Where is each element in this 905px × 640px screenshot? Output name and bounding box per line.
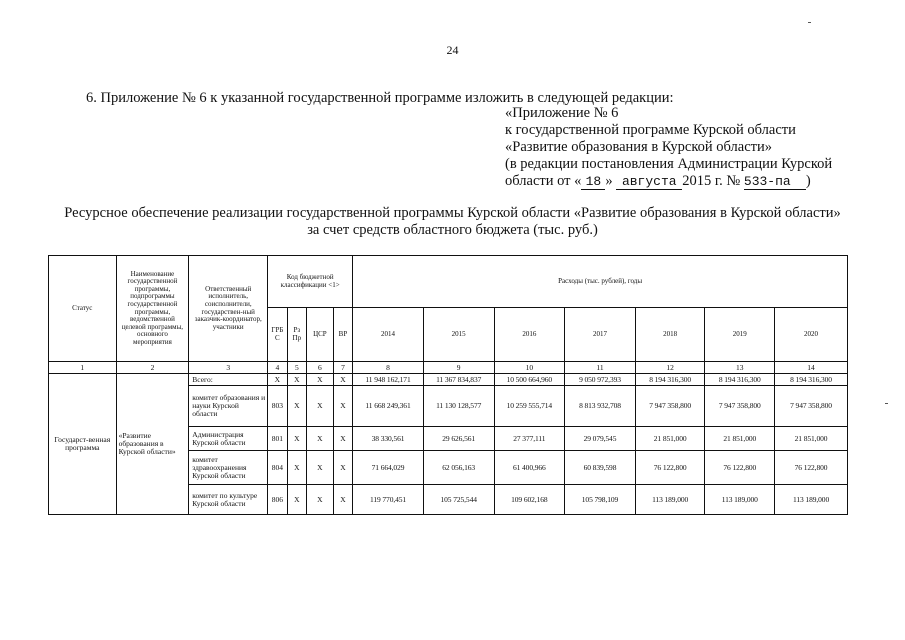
column-number: 4 <box>268 362 287 374</box>
header-responsible: Ответственный исполнитель, соисполнители, государствен-ный заказчик-координатор, участники <box>189 256 268 362</box>
header-vr: ВР <box>333 308 353 362</box>
header-year: 2018 <box>635 308 705 362</box>
title-line: за счет средств областного бюджета (тыс. руб.) <box>307 222 598 238</box>
amount-cell: 76 122,800 <box>635 451 705 485</box>
header-year: 2019 <box>705 308 775 362</box>
decree-number: 533-па <box>744 174 806 190</box>
annex-line: «Развитие образования в Курской области» <box>505 139 773 155</box>
amount-cell: 61 400,966 <box>494 451 565 485</box>
amount-cell: 76 122,800 <box>775 451 848 485</box>
column-number: 11 <box>565 362 636 374</box>
amount-cell: 10 500 664,960 <box>494 374 565 386</box>
responsible-cell: Администрация Курской области <box>189 427 268 451</box>
grbs-cell: 806 <box>268 485 287 515</box>
annex-line: к государственной программе Курской области <box>505 122 796 138</box>
header-year: 2016 <box>494 308 565 362</box>
amount-cell: 21 851,000 <box>705 427 775 451</box>
amount-cell: 11 367 834,837 <box>423 374 494 386</box>
csr-cell: Х <box>307 374 334 386</box>
amount-cell: 10 259 555,714 <box>494 386 565 427</box>
decree-month: августа <box>616 174 682 190</box>
responsible-cell: комитет образования и науки Курской области <box>189 386 268 427</box>
header-status: Статус <box>49 256 117 362</box>
column-number: 1 <box>49 362 117 374</box>
closing-paren: ) <box>805 173 811 189</box>
csr-cell: Х <box>307 386 334 427</box>
amount-cell: 38 330,561 <box>353 427 424 451</box>
amount-cell: 119 770,451 <box>353 485 424 515</box>
amount-cell: 7 947 358,800 <box>705 386 775 427</box>
annex-header <box>505 105 832 190</box>
table-row <box>49 374 848 386</box>
decree-day: 18 <box>581 174 605 190</box>
column-number: 12 <box>635 362 705 374</box>
rzpr-cell: Х <box>287 374 306 386</box>
document-title <box>0 205 905 239</box>
header-program-name: Наименование государственной программы, подпрограммы государственной программы, ведомственной целевой программы, основного мероприятия <box>116 256 189 362</box>
amount-cell: 8 194 316,300 <box>635 374 705 386</box>
grbs-cell: Х <box>268 374 287 386</box>
column-number: 6 <box>307 362 334 374</box>
scan-mark <box>885 403 888 404</box>
amount-cell: 113 189,000 <box>775 485 848 515</box>
program-name-cell: «Развитие образования в Курской области» <box>116 374 189 515</box>
amount-cell: 71 664,029 <box>353 451 424 485</box>
header-year: 2014 <box>353 308 424 362</box>
amount-cell: 11 130 128,577 <box>423 386 494 427</box>
annex-date-line <box>505 173 832 190</box>
amount-cell: 60 839,598 <box>565 451 636 485</box>
decree-year: 2015 г. № <box>682 173 741 189</box>
vr-cell: Х <box>333 386 353 427</box>
amount-cell: 21 851,000 <box>635 427 705 451</box>
column-number: 2 <box>116 362 189 374</box>
column-number: 8 <box>353 362 424 374</box>
amount-cell: 105 725,544 <box>423 485 494 515</box>
amount-cell: 27 377,111 <box>494 427 565 451</box>
vr-cell: Х <box>333 427 353 451</box>
amount-cell: 8 813 932,708 <box>565 386 636 427</box>
amount-cell: 29 079,545 <box>565 427 636 451</box>
header-year: 2015 <box>423 308 494 362</box>
amount-cell: 11 668 249,361 <box>353 386 424 427</box>
grbs-cell: 804 <box>268 451 287 485</box>
date-separator: » <box>605 173 613 189</box>
header-budget-code: Код бюджетной классификации <1> <box>268 256 353 308</box>
column-number-row <box>49 362 848 374</box>
column-number: 3 <box>189 362 268 374</box>
amount-cell: 76 122,800 <box>705 451 775 485</box>
column-number: 5 <box>287 362 306 374</box>
amount-cell: 11 948 162,171 <box>353 374 424 386</box>
annex-date-prefix: области от « <box>505 173 582 189</box>
amount-cell: 21 851,000 <box>775 427 848 451</box>
responsible-cell: комитет здравоохранения Курской области <box>189 451 268 485</box>
header-csr: ЦСР <box>307 308 334 362</box>
column-number: 10 <box>494 362 565 374</box>
annex-line: «Приложение № 6 <box>505 105 619 121</box>
amount-cell: 7 947 358,800 <box>775 386 848 427</box>
column-number: 14 <box>775 362 848 374</box>
header-grbs: ГРБ С <box>268 308 287 362</box>
amount-cell: 8 194 316,300 <box>775 374 848 386</box>
vr-cell: Х <box>333 451 353 485</box>
resource-table <box>48 255 848 515</box>
vr-cell: Х <box>333 485 353 515</box>
header-expenses: Расходы (тыс. рублей), годы <box>353 256 848 308</box>
status-cell: Государст-венная программа <box>49 374 117 515</box>
column-number: 13 <box>705 362 775 374</box>
amount-cell: 9 050 972,393 <box>565 374 636 386</box>
amount-cell: 62 056,163 <box>423 451 494 485</box>
responsible-cell: комитет по культуре Курской области <box>189 485 268 515</box>
header-year: 2017 <box>565 308 636 362</box>
amendment-item-text: 6. Приложение № 6 к указанной государственной программе изложить в следующей редакции: <box>86 90 674 106</box>
header-year: 2020 <box>775 308 848 362</box>
rzpr-cell: Х <box>287 485 306 515</box>
csr-cell: Х <box>307 485 334 515</box>
page-number: 24 <box>446 43 459 57</box>
amount-cell: 109 602,168 <box>494 485 565 515</box>
rzpr-cell: Х <box>287 386 306 427</box>
column-number: 9 <box>423 362 494 374</box>
header-rzpr: Рз Пр <box>287 308 306 362</box>
csr-cell: Х <box>307 427 334 451</box>
annex-line: (в редакции постановления Администрации Курской <box>505 156 833 172</box>
column-number: 7 <box>333 362 353 374</box>
amount-cell: 113 189,000 <box>635 485 705 515</box>
amount-cell: 7 947 358,800 <box>635 386 705 427</box>
csr-cell: Х <box>307 451 334 485</box>
scan-mark <box>808 22 811 23</box>
amount-cell: 29 626,561 <box>423 427 494 451</box>
grbs-cell: 803 <box>268 386 287 427</box>
rzpr-cell: Х <box>287 451 306 485</box>
amount-cell: 113 189,000 <box>705 485 775 515</box>
rzpr-cell: Х <box>287 427 306 451</box>
title-line: Ресурсное обеспечение реализации государственной программы Курской области «Развитие образования в Курской области» <box>64 205 841 221</box>
amount-cell: 8 194 316,300 <box>705 374 775 386</box>
amount-cell: 105 798,109 <box>565 485 636 515</box>
vr-cell: Х <box>333 374 353 386</box>
grbs-cell: 801 <box>268 427 287 451</box>
responsible-cell: Всего: <box>189 374 268 386</box>
